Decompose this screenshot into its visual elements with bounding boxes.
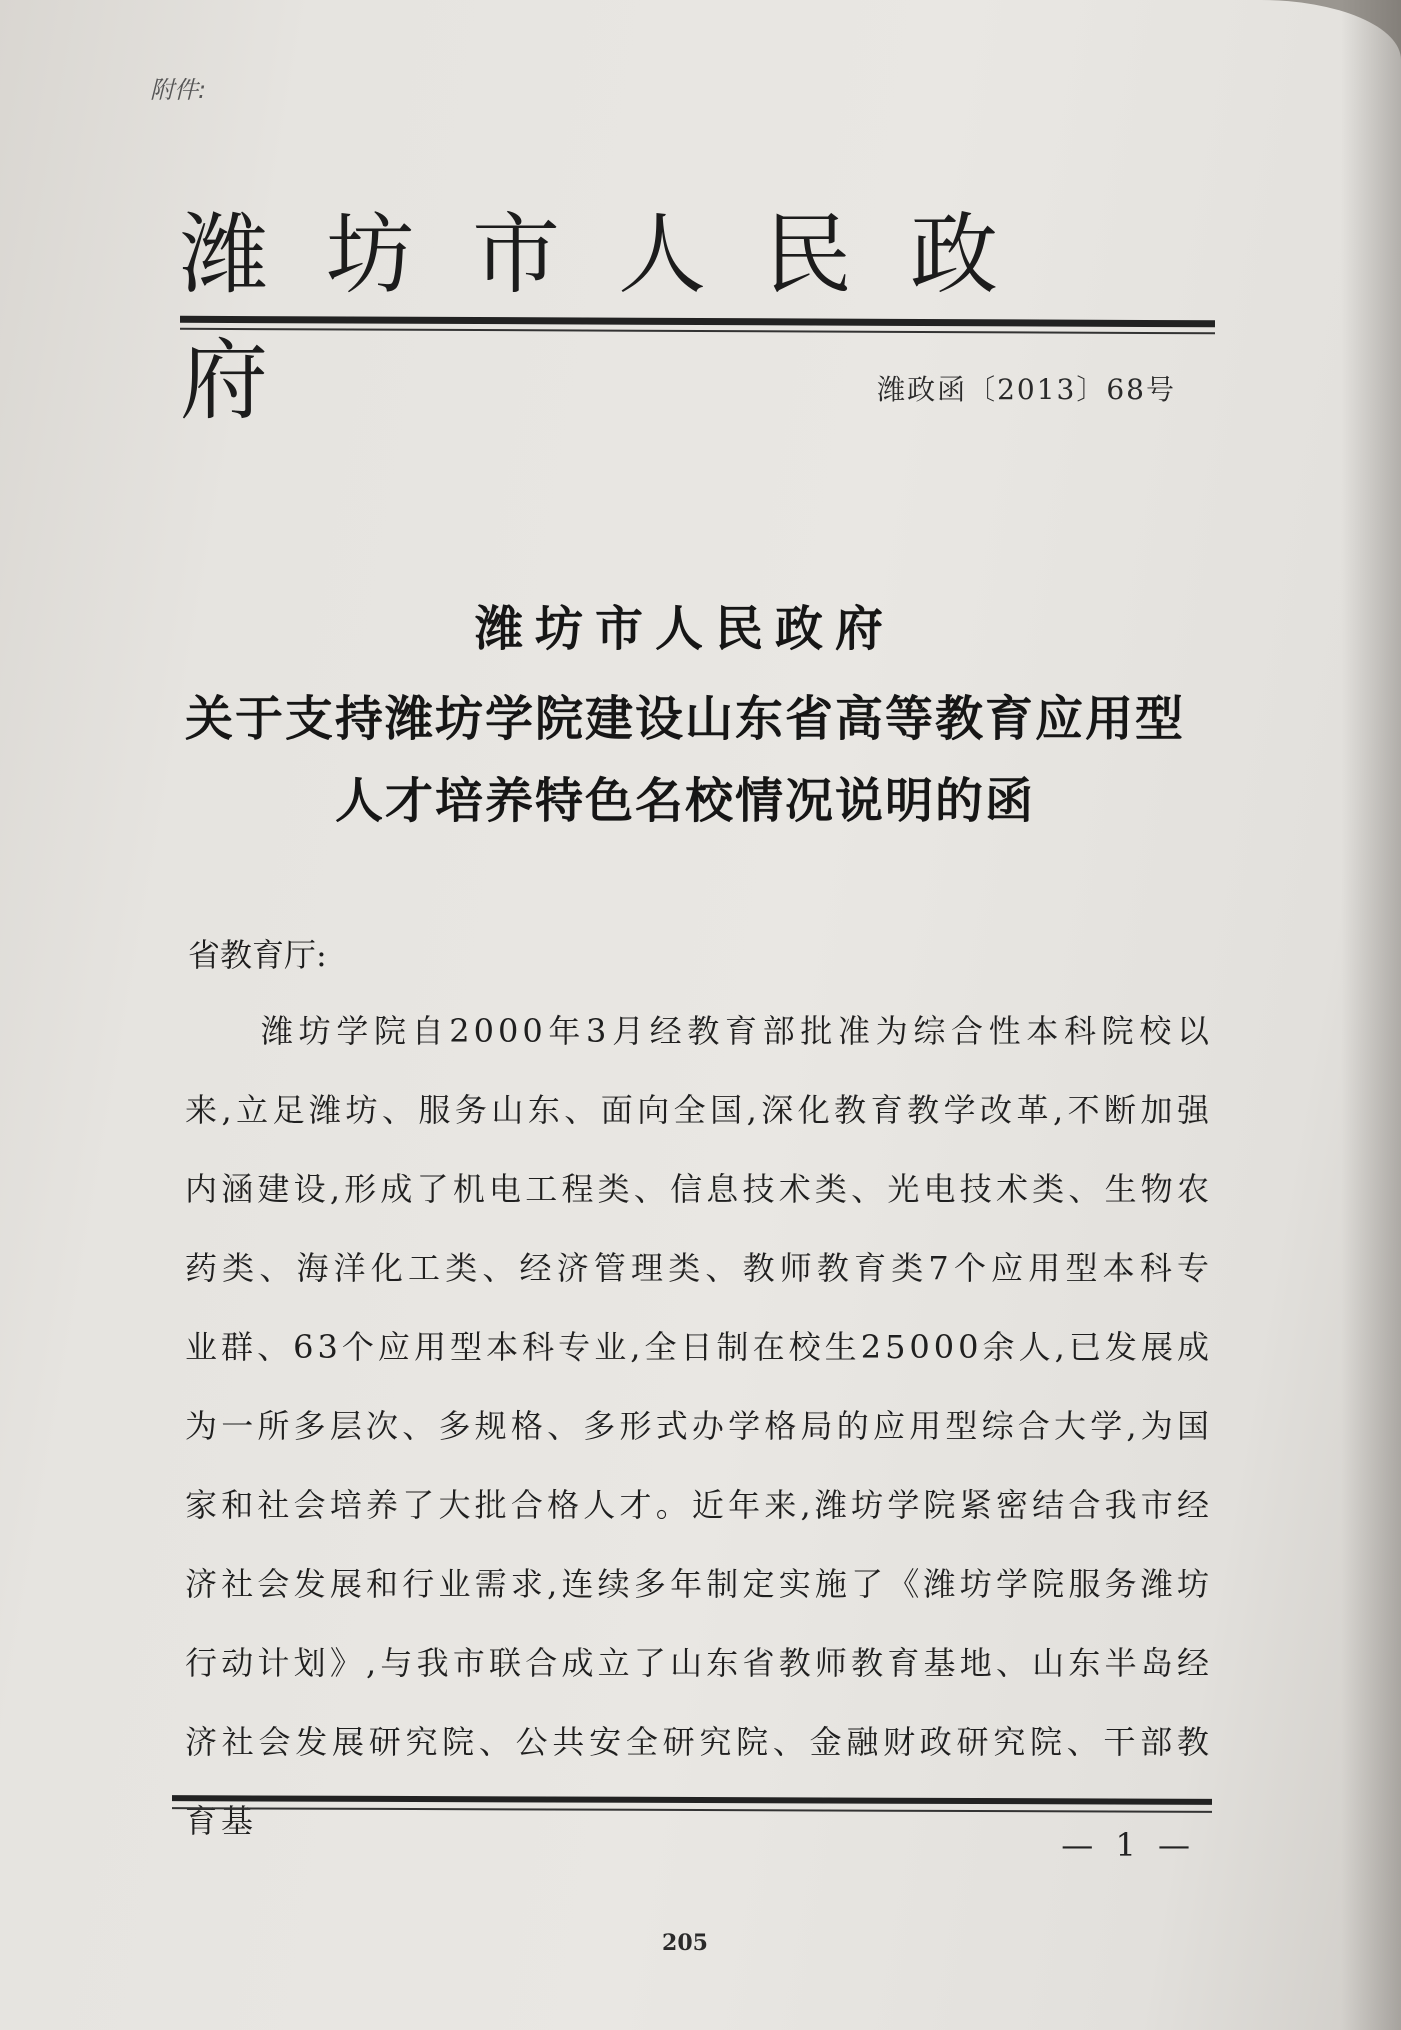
salutation: 省教育厅: xyxy=(188,936,327,974)
document-title-line-2: 关于支持潍坊学院建设山东省高等教育应用型 xyxy=(184,691,1185,747)
attachment-label: 附件: xyxy=(150,76,207,104)
masthead-title: 潍坊市人民政府 xyxy=(180,203,1057,432)
body-paragraph: 潍坊学院自2000年3月经教育部批准为综合性本科院校以来,立足潍坊、服务山东、面向全国,深化教育教学改革,不断加强内涵建设,形成了机电工程类、信息技术类、光电技术类、生物农药类、海洋化工类、经济管理类、教师教育类7个应用型本科专业群、63个应用型本科专业,全日制在校生25000余人,已发展成为一所多层次、多规格、多形式办学格局的应用型综合大学,为国家和社会培养了大批合格人才。近年来,潍坊学院紧密结合我市经济社会发展和行业需求,连续多年制定实施了《潍坊学院服务潍坊行动计划》,与我市联合成立了山东省教师教育基地、山东半岛经济社会发展研究院、公共安全研究院、金融财政研究院、干部教育基 xyxy=(185,1012,1213,1840)
paper-shadow-edge xyxy=(1341,0,1401,2030)
bottom-page-number: 205 xyxy=(662,1930,708,1956)
document-title-line-3: 人才培养特色名校情况说明的函 xyxy=(334,773,1035,829)
page-number: — 1 — xyxy=(1061,1826,1196,1864)
document-number: 潍政函〔2013〕68号 xyxy=(877,373,1176,406)
document-title-line-1: 潍坊市人民政府 xyxy=(474,601,895,657)
